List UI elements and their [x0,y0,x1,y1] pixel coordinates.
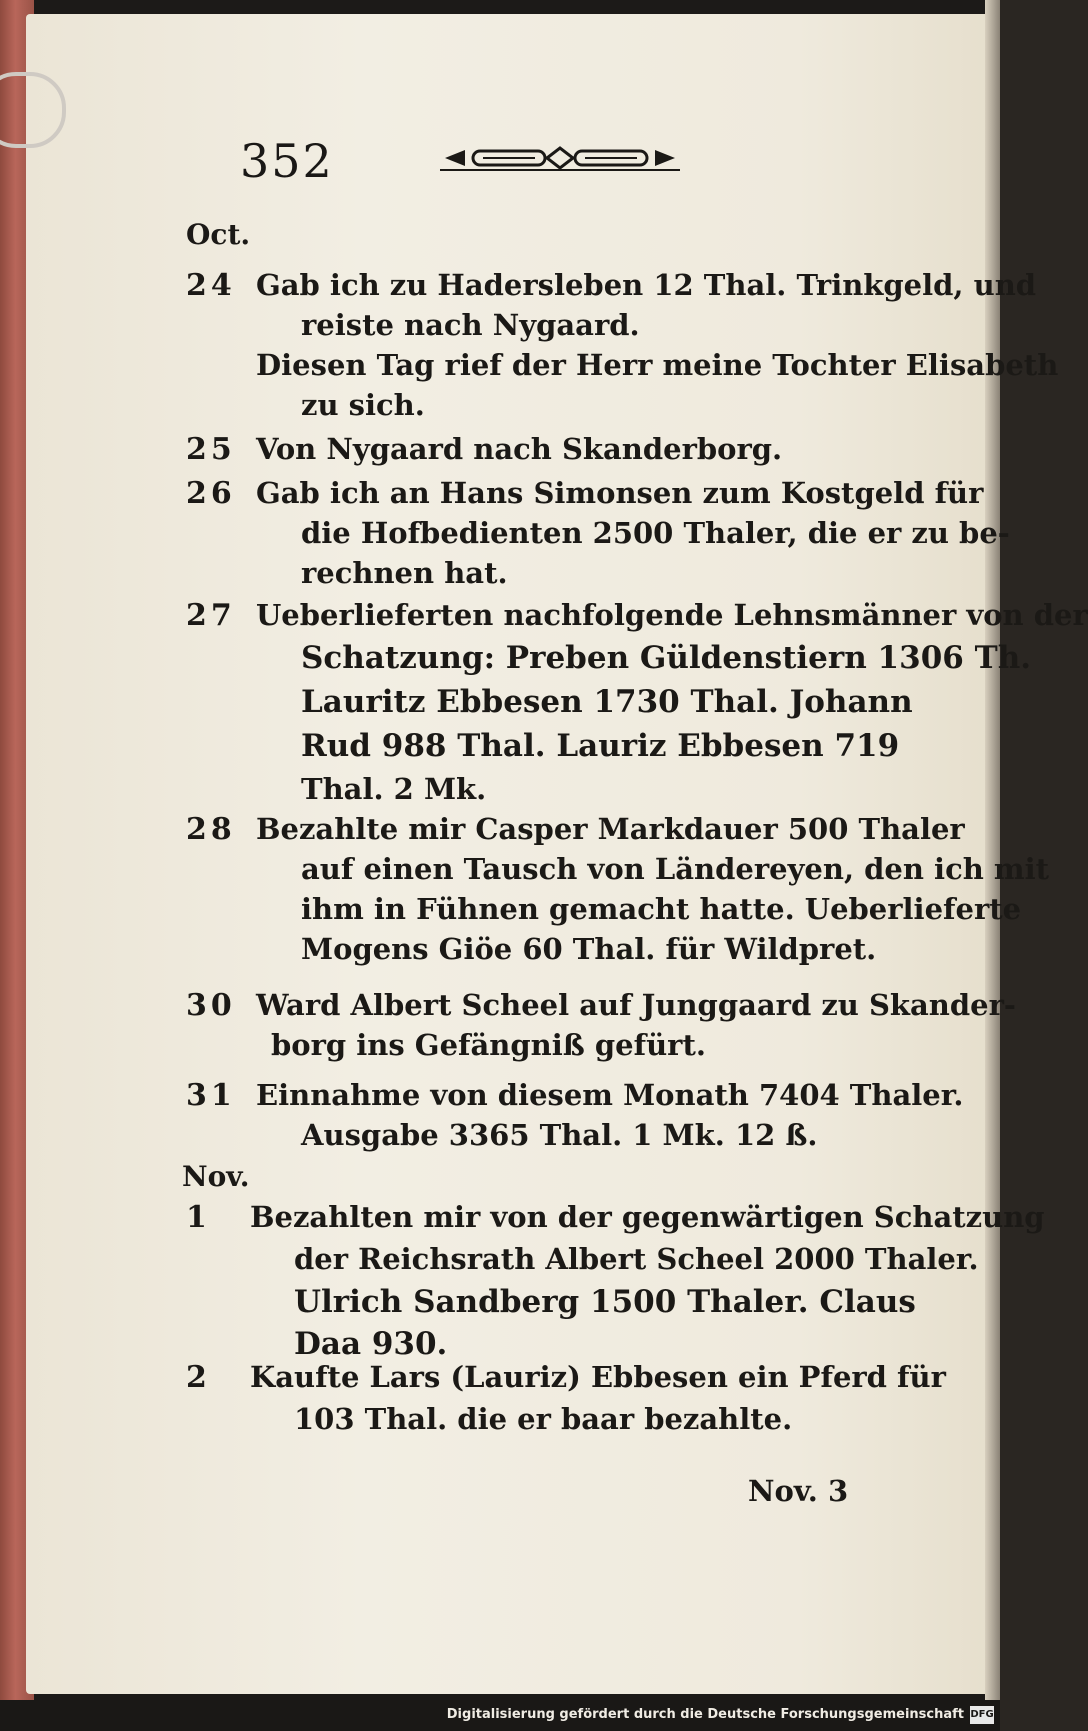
entry-line: Gab ich zu Hadersleben 12 Thal. Trinkgeld, und [256,268,1037,302]
entry-line: Bezahlte mir Casper Markdauer 500 Thaler [256,812,965,846]
entry-line: Ward Albert Scheel auf Junggaard zu Skander- [256,988,1016,1022]
entry-day: 24 [186,268,236,303]
entry-line: 103 Thal. die er baar bezahlte. [294,1402,793,1436]
footer-credit: Digitalisierung gefördert durch die Deutsche Forschungsgemeinschaft [446,1707,964,1722]
entry-line: Von Nygaard nach Skanderborg. [256,432,783,466]
entry-day: 28 [186,812,236,847]
month-label-nov: Nov. [182,1160,250,1193]
entry-line: Thal. 2 Mk. [301,772,487,806]
entry-line: Schatzung: Preben Güldenstiern 1306 Th. [301,640,1032,676]
entry-line: Rud 988 Thal. Lauriz Ebbesen 719 [301,728,900,764]
entry-day: 27 [186,598,236,633]
entry-line: Daa 930. [294,1326,448,1362]
entry-day: 1 [186,1200,211,1235]
entry-line: der Reichsrath Albert Scheel 2000 Thaler. [294,1242,979,1276]
entry-line: Lauritz Ebbesen 1730 Thal. Johann [301,684,913,720]
entry-line: Diesen Tag rief der Herr meine Tochter Elisabeth [256,348,1059,382]
entry-line: Bezahlten mir von der gegenwärtigen Schatzung [250,1200,1045,1234]
entry-line: Ulrich Sandberg 1500 Thaler. Claus [294,1284,916,1320]
entry-line: rechnen hat. [301,556,508,590]
entry-line: Ueberlieferten nachfolgende Lehnsmänner von der [256,598,1088,632]
entry-line: Einnahme von diesem Monath 7404 Thaler. [256,1078,964,1112]
entry-line: Gab ich an Hans Simonsen zum Kostgeld für [256,476,984,510]
entry-line: die Hofbedienten 2500 Thaler, die er zu be- [301,516,1010,550]
entry-day: 31 [186,1078,236,1113]
entry-line: auf einen Tausch von Ländereyen, den ich mit [301,852,1050,886]
entry-day: 30 [186,988,236,1023]
entry-line: reiste nach Nygaard. [301,308,640,342]
entry-day: 26 [186,476,236,511]
entry-line: ihm in Fühnen gemacht hatte. Ueberlieferte [301,892,1022,926]
entry-line: Kaufte Lars (Lauriz) Ebbesen ein Pferd für [250,1360,946,1394]
dfg-logo-icon: DFG [970,1706,994,1724]
entry-line: borg ins Gefängniß gefürt. [271,1028,706,1062]
entry-day: 2 [186,1360,211,1395]
entry-line: Ausgabe 3365 Thal. 1 Mk. 12 ß. [301,1118,818,1152]
footer-bar [0,1700,1000,1731]
month-label-oct: Oct. [186,218,251,251]
catchword: Nov. 3 [748,1474,849,1508]
page-number: 352 [240,134,334,188]
entry-line: zu sich. [301,388,425,422]
entry-line: Mogens Giöe 60 Thal. für Wildpret. [301,932,877,966]
entry-day: 25 [186,432,236,467]
